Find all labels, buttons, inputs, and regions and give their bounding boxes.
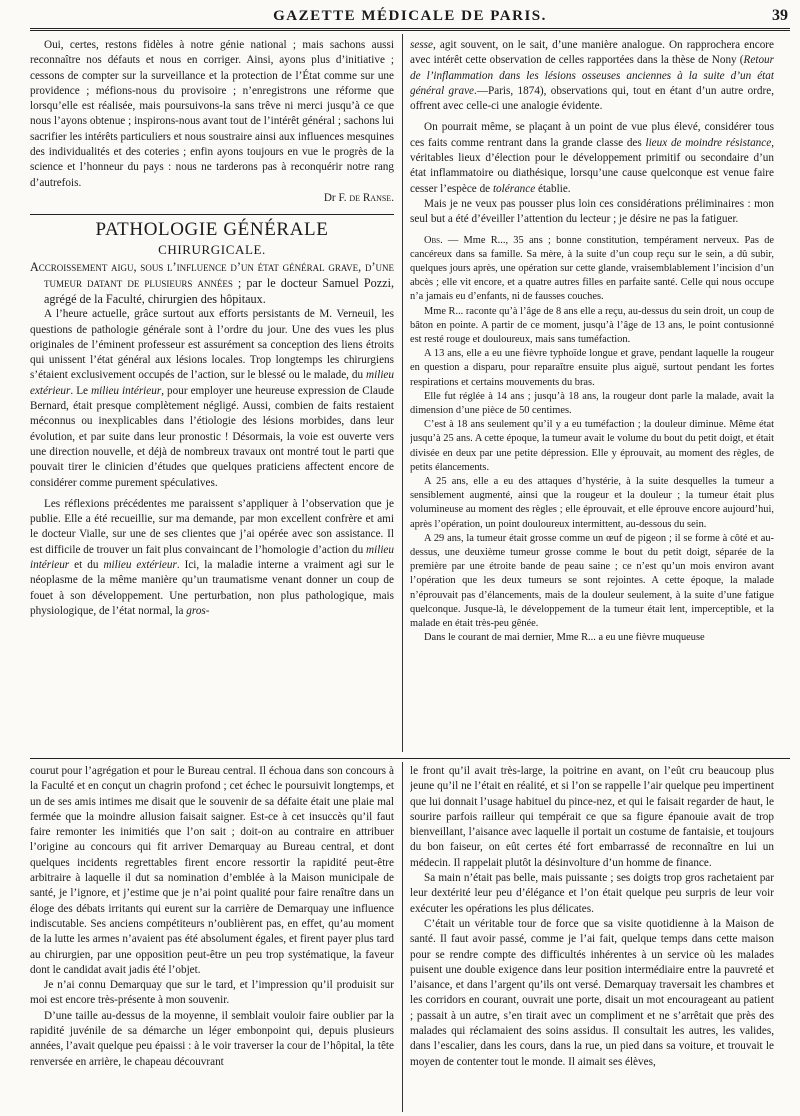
feuilleton-paragraph: Sa main n’était pas belle, mais puissante ; ses doigts trop gros rachetaient par leur dextérité leur peu d’élégance et l’on était quelque peu surpris de leur voir exécuter les opérations les plus délicates. — [410, 872, 774, 915]
feuilleton-paragraph: D’une taille au-dessus de la moyenne, il semblait vouloir faire oublier par la rapidité juvénile de sa démarche un léger embonpoint qui, depuis plusieurs années, l’avait quelque peu épaissi : à le voir traverser la cour de l’hôpital, la tête renversée en arrière, le chapeau découvrant — [30, 1009, 394, 1068]
feuilleton-paragraph: C’était un véritable tour de force que sa visite quotidienne à la Maison de santé. Il faut avoir passé, comme je l’ai fait, quelque temps dans cette maison pour se rendre compte des difficultés inhérentes à un service où les malades puisent une double exigence dans leur position intermédiaire entre la pauvreté et l’aisance, et dans l’argent qu’ils ont versé. Demarquay traversait les chambres et les corridors en courant, ouvrait une porte, disait un mot encourageant au patient ; passait à un autre, s’en tirait avec un compliment et ne s’arrêtait que près des malades qui réclamaient des soins assidus. Il consultait les autres, les valides, dans l’escalier, dans les cours, dans la rue, un pied dans sa voiture, et trouvait le moyen de contenter tout le monde. Il aimait ses élèves, — [410, 917, 774, 1068]
upper-right-column — [410, 38, 774, 752]
section-title: PATHOLOGIE GÉNÉRALE — [95, 219, 329, 241]
emphasis: milieu intérieur — [30, 543, 394, 572]
observation-para: C’est à 18 ans seulement qu’il y a eu tuméfaction ; la douleur diminue. Même état jusqu’à 25 ans. A cette époque, la tumeur avait le volume du bout du petit doigt, et était divisée en deux par une petite dépression. Elle y éprouvait, au moment des règles, de petits élancements. — [410, 419, 774, 473]
text-run: — Mme R..., 35 ans ; bonne constitution, tempérament nerveux. Pas de cancéreux dans sa famille. Sa mère, à la suite d’un coup reçu sur le sein, a dû subir, quelques jours après, une opération sur cette glande, vraisemblablement l’incision d’un abcès ; elle vit encore, et a quatre autres filles en parfaite santé. Celle qui nous occupe n’a jamais eu d’enfants, ni de fausses couches. — [410, 234, 774, 303]
text-run: et du — [69, 559, 104, 572]
feuilleton-paragraph: le front qu’il avait très-large, la poitrine en avant, on l’eût cru beaucoup plus jeune qu’il ne l’était en réalité, et si l’on se rappelle l’air quelque peu impertinent que lui donnait l’usage habituel du pince-nez, et qui le faisait regarder de haut, le sourire parfois railleur qui tempérait ce que sa figure épanouie avait de trop bienveillant, l’aisance avec laquelle il portait un costume de fantaisie, et toujours du bon faiseur, on eût certes été fort embarrassé de reconnaître en lui un médecin. Il rappelait plutôt la désinvolture d’un homme de finance. — [410, 765, 774, 869]
observation-intro — [410, 234, 774, 305]
text-run: Les réflexions précédentes me paraissent s’appliquer à l’observation que je publie. Elle a été recueillie, sur ma demande, par mon excellent confrère et ami le docteur Vialle, sur une de ses clientes que j’ai opérée avec son assistance. Il est difficile de trouver un fait plus convaincant de l’homologie d’action du — [30, 497, 394, 556]
text-run: . Le — [70, 384, 92, 397]
observation-label: Obs. — [424, 234, 443, 246]
paragraph-1 — [30, 307, 394, 491]
section-subtitle: CHIRURGICALE. — [158, 242, 266, 258]
text-run: .—Paris, 1874), observations qui, tout en étant d’un autre ordre, offrent avec celle-ci une analogie évidente. — [410, 84, 774, 113]
intro-paragraph: Oui, certes, restons fidèles à notre génie national ; mais sachons aussi reconnaître nos défauts et nous en corriger. Ainsi, ayons plus d’initiative ; cessons de compter sur la surveillance et la protection de l’État comme sur une providence ; méfions-nous du provisoire ; n’enregistrons une réforme que lorsqu’elle est réalisée, mais poursuivons-la sans trêve ni merci jusqu’à ce que nous l’ayons obtenue ; inspirons-nous avant tout de l’intérêt général ; sachons lui sacrifier les intérêts particuliers et nous soustraire ainsi aux influences mesquines des individualités et des coteries ; enfin ayons toujours en vue le progrès de la science et l’honneur du pays : nous ne tarderons pas à reconquérir notre rang d’autrefois. — [30, 39, 394, 189]
feuilleton-paragraph: courut pour l’agrégation et pour le Bureau central. Il échoua dans son concours à la Faculté et en conçut un chagrin profond ; cet échec le poursuivit longtemps, et un de ses amis intimes me disait que le souvenir de sa défaite était une plaie mal fermée que la moindre allusion faisait saigner. Est-ce à cet insuccès qu’il faut faire remonter les inimitiés que l’on sait ; doit-on au contraire en attribuer l’origine au concours qui fit arriver Demarquay au Bureau central, et dont quelques incidents regrettables firent encore ressortir la rapidité peut-être arbitraire à laquelle il dut sa nomination d’emblée à la Maison municipale de santé, je l’ignore, et j’estime que je n’ai point qualité pour faire renaître dans un éloge des débats irritants qui eurent sur la carrière de Demarquay une influence indiscutable. Ses anciens compétiteurs n’oublièrent pas, en effet, qu’au moment de la lutte les armes n’avaient pas été absolument égales, et firent payer plus tard au chirurgien, par une opposition peut-être un peu trop systématique, la faveur dont le candidat avait jadis été l’objet. — [30, 765, 394, 976]
journal-title: GAZETTE MÉDICALE DE PARIS. — [273, 8, 547, 24]
lower-column-divider — [402, 762, 403, 1112]
text-run: On pourrait même, se plaçant à un point de vue plus élevé, considérer tous ces faits comme rentrant dans la grande classe des — [410, 121, 774, 149]
paragraph-2 — [30, 497, 394, 619]
emphasis: milieu intérieur — [91, 384, 162, 397]
emphasis: sesse — [410, 39, 433, 51]
paragraph-4: Mais je ne veux pas pousser plus loin ces considérations préliminaires : mon seul but a été d’éveiller l’attention du lecteur ; je désire ne pas la fatiguer. — [410, 197, 774, 226]
text-run: établie. — [535, 182, 571, 195]
feuilleton-paragraph: Je n’ai connu Demarquay que sur le tard, et l’impression qu’il produisit sur moi est encore très-présente à mon souvenir. — [30, 979, 394, 1007]
text-run: . Ici, la maladie interne a vraiment agi sur le néoplasme de la même manière qu’un traumatisme venant donner un coup de fouet à son développement. Une perturbation, non plus pathologique, mais physiologique, de l’état normal, la — [30, 559, 394, 617]
article-heading-caps: Accroissement aigu, sous l’influence d’un état général grave, d’une tumeur datant de plusieurs années ; — [30, 260, 394, 291]
article-heading-author: par le docteur Samuel Pozzi, agrégé de la Faculté, chirurgien des hôpitaux. — [44, 276, 394, 307]
observation-para: Mme R... raconte qu’à l’âge de 8 ans elle a reçu, au-dessus du sein droit, un coup de bâton en pointe. A partir de ce moment, jusqu’à l’âge de 13 ans, le point contusionné est resté rouge et douloureux, mais sans tuméfaction. — [410, 305, 774, 345]
text-run: A l’heure actuelle, grâce surtout aux efforts persistants de M. Verneuil, les questions de pathologie générale sont à l’ordre du jour. Une des vues les plus originales de l’éminent professeur est assurément sa conception des liens étroits qui unissent l’état général aux lésions locales. Trop longtemps les chirurgiens s’étaient exclusivement occupés de l’action, sur le blessé ou le malade, du — [30, 308, 394, 382]
text-run: , pour employer une heureuse expression de Claude Bernard, était presque complètement négligé. Aussi, combien de faits restaient méconnus ou inexplicables dans l’étiologie des lésions morbides, dans leur évolution, et par suite dans leur pronostic ! Désormais, la voie est ouverte vers une direction nouvelle, et déjà de nombreux travaux ont montré tout le parti que pouvait tirer le clinicien d’études que quelques praticiens affectent encore de considérer comme purement spéculatives. — [30, 384, 394, 489]
emphasis: milieu extérieur — [103, 559, 177, 572]
article-heading — [30, 259, 394, 307]
lower-left-column — [30, 764, 394, 1110]
observation-para: Dans le courant de mai dernier, Mme R... a eu une fièvre muqueuse — [424, 632, 705, 644]
signature-prefix: Dr F. — [323, 191, 350, 204]
upper-left-column — [30, 38, 394, 752]
signature — [30, 191, 394, 206]
feuilleton-rule — [30, 758, 790, 759]
emphasis: gros- — [186, 604, 210, 617]
header-rule — [30, 28, 790, 31]
emphasis: tolérance — [492, 182, 536, 195]
emphasis: Retour de l’inflammation dans les lésions osseuses anciennes à la suite d’un état général grave — [410, 54, 774, 97]
lower-right-column — [410, 764, 774, 1110]
emphasis: milieu extérieur — [30, 369, 394, 397]
text-run: , agit souvent, on le sait, d’une manière analogue. On rapprochera encore avec intérêt cette observation de celles rapportées dans la thèse de Nony ( — [410, 39, 774, 67]
text-run: , véritables lieux d’élection pour le développement primitif ou secondaire d’un état inflammatoire ou diathésique, lorsqu’une cause quelconque est venue faire cesser l’espèce de — [410, 136, 774, 195]
observation-para: A 25 ans, elle a eu des attaques d’hystérie, à la suite desquelles la tumeur a sensiblement augmenté, ainsi que la rougeur et la douleur ; la tumeur était plus volumineuse au moment des règles ; elle éprouvait, et elle éprouve encore aujourd’hui, après l’opération, un point douloureux intermittent, au-dessous du sein. — [410, 476, 774, 530]
section-rule — [30, 214, 394, 215]
page-number: 39 — [772, 7, 788, 24]
observation-para: A 13 ans, elle a eu une fièvre typhoïde longue et grave, pendant laquelle la rougeur en question a disparu, pour reparaître ensuite plus aiguë, surtout pendant les fortes respirations et certains mouvements du bras. — [410, 348, 774, 388]
page-header — [30, 4, 790, 28]
observation-para: A 29 ans, la tumeur était grosse comme un œuf de pigeon ; il se forme à côté et au-dessus, une deuxième tumeur grosse comme le bout du petit doigt, séparée de la première par une étroite bande de peau saine ; ce n’est qu’un mois environ avant l’opération que les deux tumeurs se sont rejointes. A cette époque, la malade n’éprouvait pas d’élancements, mais de la douleur seulement, à la suite d’une fatigue quelconque. Jusque-là, le développement de la tumeur était lent, imperceptible, et la malade en était très-peu gênée. — [410, 532, 774, 630]
paragraph-continued — [410, 38, 774, 114]
emphasis: lieux de moindre résistance — [645, 136, 772, 149]
paragraph-3 — [410, 120, 774, 196]
observation-para: Elle fut réglée à 14 ans ; jusqu’à 18 ans, la rougeur dont parle la malade, avait la dimension d’une pièce de 50 centimes. — [410, 390, 774, 416]
signature-name: de Ranse. — [349, 191, 394, 204]
upper-column-divider — [402, 34, 403, 752]
